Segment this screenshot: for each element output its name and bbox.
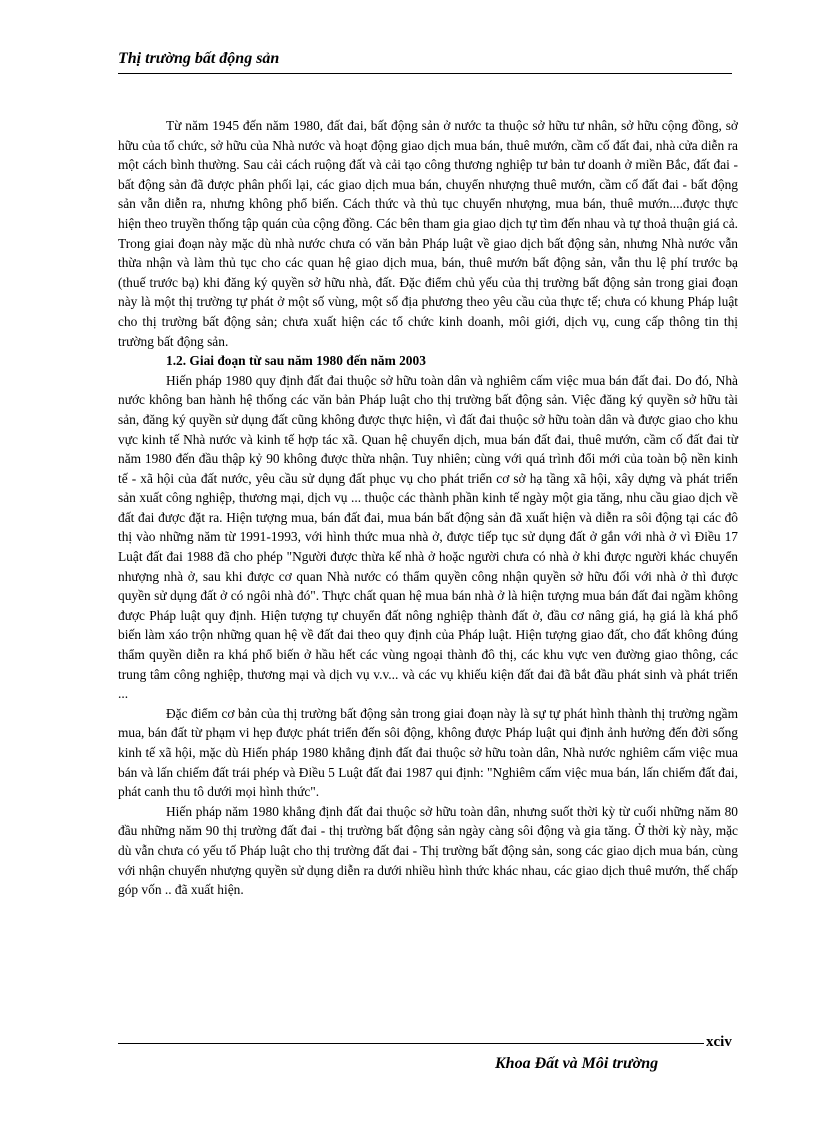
header-title: Thị trường bất động sản (118, 50, 280, 67)
footer-rule (118, 1043, 704, 1044)
page-number: xciv (706, 1034, 732, 1050)
document-body (118, 116, 738, 900)
paragraph: Từ năm 1945 đến năm 1980, đất đai, bất động sản ở nước ta thuộc sở hữu tư nhân, sở hữu cộng đồng, sở hữu của tổ chức, sở hữu của Nhà nước và hoạt động giao dịch mua bán, thuê mướn, cầm cố đất đai, nhà cửa diễn ra một cách bình thường. Sau cải cách ruộng đất và cải tạo công thương nghiệp tư bản tư doanh ở miền Bắc, đất đai - bất động sản đã được phân phối lại, các giao dịch mua bán, chuyển nhượng thuê mướn, cầm cố đất đai - bất động sản vẫn diễn ra, nhưng không phổ biến. Cách thức và thủ tục chuyển nhượng, mua bán, thuê mướn....được thực hiện theo truyền thống tập quán của cộng đồng. Các bên tham gia giao dịch tự tìm đến nhau và tự thoả thuận giá cả. Trong giai đoạn này mặc dù nhà nước chưa có văn bản Pháp luật về giao dịch bất động sản, nhưng Nhà nước vẫn thừa nhận và làm thủ tục cho các quan hệ giao dịch mua, bán, thuê mướn bất động sản, vẫn thu lệ phí trước bạ (thuế trước bạ) khi đăng ký quyền sở hữu nhà, đất. Đặc điểm chủ yếu của thị trường bất động sản trong giai đoạn này là một thị trường tự phát ở một số vùng, một số địa phương theo yêu cầu của thực tế; chưa có khung Pháp luật cho thị trường bất động sản; chưa xuất hiện các tổ chức kinh doanh, môi giới, dịch vụ, cung cấp thông tin thị trường bất động sản. (118, 118, 738, 349)
header-rule (118, 73, 732, 74)
footer-title: Khoa Đất và Môi trường (495, 1055, 659, 1072)
paragraph: Hiến pháp 1980 quy định đất đai thuộc sở hữu toàn dân và nghiêm cấm việc mua bán đất đai. Do đó, Nhà nước không ban hành hệ thống các văn bản Pháp luật cho thị trường bất động sản. Việc đăng ký quyền sở hữu tài sản, đăng ký quyền sử dụng đất cũng không được thực hiện, vì đất đai thuộc sở hữu toàn dân và được giao cho khu vực kinh tế Nhà nước và kinh tế hợp tác xã. Quan hệ chuyển dịch, mua bán đất đai, thuê mướn, cầm cố đất đai từ năm 1980 đến đầu thập kỷ 90 không được thừa nhận. Tuy nhiên; cùng với quá trình đổi mới của toàn bộ nền kinh tế - xã hội của đất nước, yêu cầu sử dụng đất phục vụ cho phát triển cơ sở hạ tầng xã hội, xây dựng và phát triển sản xuất công nghiệp, thương mại, dịch vụ ... thuộc các thành phần kinh tế ngày một gia tăng, nhu cầu giao dịch về đất đai được đặt ra. Hiện tượng mua, bán đất đai, mua bán bất động sản đã xuất hiện và diễn ra sôi động tại các đô thị vào những năm từ 1991-1993, với hình thức mua nhà ở, được tiếp tục sử dụng đất ở gắn với nhà ở vì Điều 17 Luật đất đai 1988 đã cho phép "Người được thừa kế nhà ở hoặc người chưa có nhà ở khi được người khác chuyển nhượng nhà ở, sau khi được cơ quan Nhà nước có thẩm quyền công nhận quyền sở hữu đối với nhà ở thì được quyền sử dụng đất ở có ngôi nhà đó". Thực chất quan hệ mua bán nhà ở là hiện tượng mua bán đất đai ngầm không được Pháp luật quy định. Hiện tượng tự chuyển đất nông nghiệp thành đất ở, đầu cơ nâng giá, hạ giá là khá phổ biến làm xáo trộn những quan hệ về đất đai theo quy định của Pháp luật. Hiện tượng giao đất, cho đất không đúng thẩm quyền diễn ra khá phổ biến ở hầu hết các vùng ngoại thành đô thị, các khu vực ven đường giao thông, các trung tâm công nghiệp, thương mại và dịch vụ v.v... và các vụ khiếu kiện đất đai đã bắt đầu phát sinh và phát triển ... (118, 372, 738, 702)
paragraph: Hiến pháp năm 1980 khẳng định đất đai thuộc sở hữu toàn dân, nhưng suốt thời kỳ từ cuối những năm 80 đầu những năm 90 thị trường đất đai - thị trường bất động sản ngày càng sôi động và gia tăng. Ở thời kỳ này, mặc dù vẫn chưa có yếu tố Pháp luật cho thị trường đất đai - Thị trường bất động sản, song các giao dịch mua bán, cùng với nhận chuyển nhượng quyền sử dụng diễn ra dưới nhiều hình thức khác nhau, các giao dịch thuê mướn, thế chấp góp vốn .. đã xuất hiện. (118, 803, 738, 898)
paragraph: Đặc điểm cơ bản của thị trường bất động sản trong giai đoạn này là sự tự phát hình thành thị trường ngầm mua, bán đất từ phạm vi hẹp được phát triển đến sôi động, không được Pháp luật qui định ảnh hưởng đến đời sống kinh tế xã hội, mặc dù Hiến pháp 1980 khẳng định đất đai thuộc sở hữu toàn dân, Nhà nước nghiêm cấm việc mua bán và lấn chiếm đất trái phép và Điều 5 Luật đất đai 1987 qui định: "Nghiêm cấm việc mua bán, lấn chiếm đất đai, phát canh thu tô dưới mọi hình thức". (118, 705, 738, 800)
section-heading: 1.2. Giai đoạn từ sau năm 1980 đến năm 2003 (166, 353, 426, 369)
